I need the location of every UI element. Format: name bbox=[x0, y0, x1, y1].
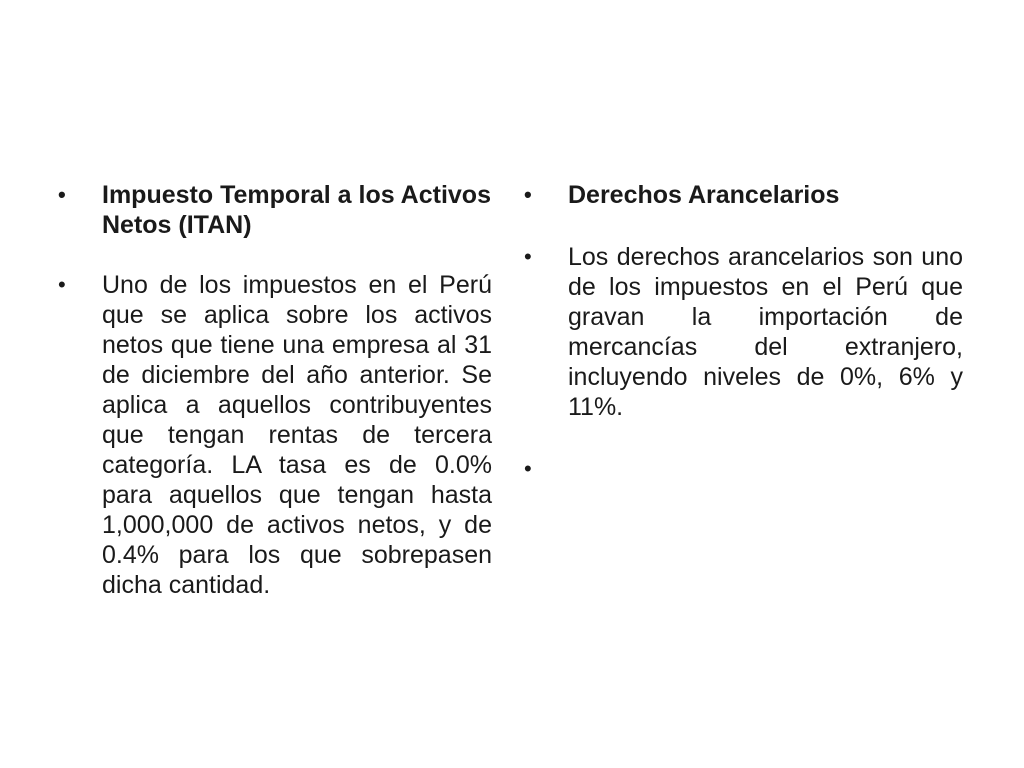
empty-bullet-item bbox=[524, 454, 963, 484]
aranceles-heading: Derechos Arancelarios bbox=[568, 181, 840, 209]
bullet-icon: • bbox=[58, 182, 66, 207]
aranceles-heading-item bbox=[524, 180, 963, 210]
aranceles-description-item bbox=[524, 242, 963, 422]
itan-heading-item bbox=[58, 180, 492, 240]
bullet-icon: • bbox=[58, 272, 66, 297]
itan-heading: Impuesto Temporal a los Activos Netos (ITAN) bbox=[102, 181, 491, 239]
bullet-icon: • bbox=[524, 182, 532, 207]
itan-description: Uno de los impuestos en el Perú que se aplica sobre los activos netos que tiene una empresa al 31 de diciembre del año anterior. Se aplica a aquellos contribuyentes que tengan rentas de tercera categoría. LA tasa es de 0.0% para aquellos que tengan hasta 1,000,000 de activos netos, y de 0.4% para los que sobrepasen dicha cantidad. bbox=[102, 271, 492, 599]
left-column bbox=[58, 180, 492, 630]
itan-description-item bbox=[58, 270, 492, 600]
right-column bbox=[524, 180, 963, 516]
bullet-icon: • bbox=[524, 244, 532, 269]
aranceles-description: Los derechos arancelarios son uno de los impuestos en el Perú que gravan la importación de mercancías del extranjero, incluyendo niveles de 0%, 6% y 11%. bbox=[568, 243, 963, 421]
bullet-icon: • bbox=[524, 456, 532, 481]
